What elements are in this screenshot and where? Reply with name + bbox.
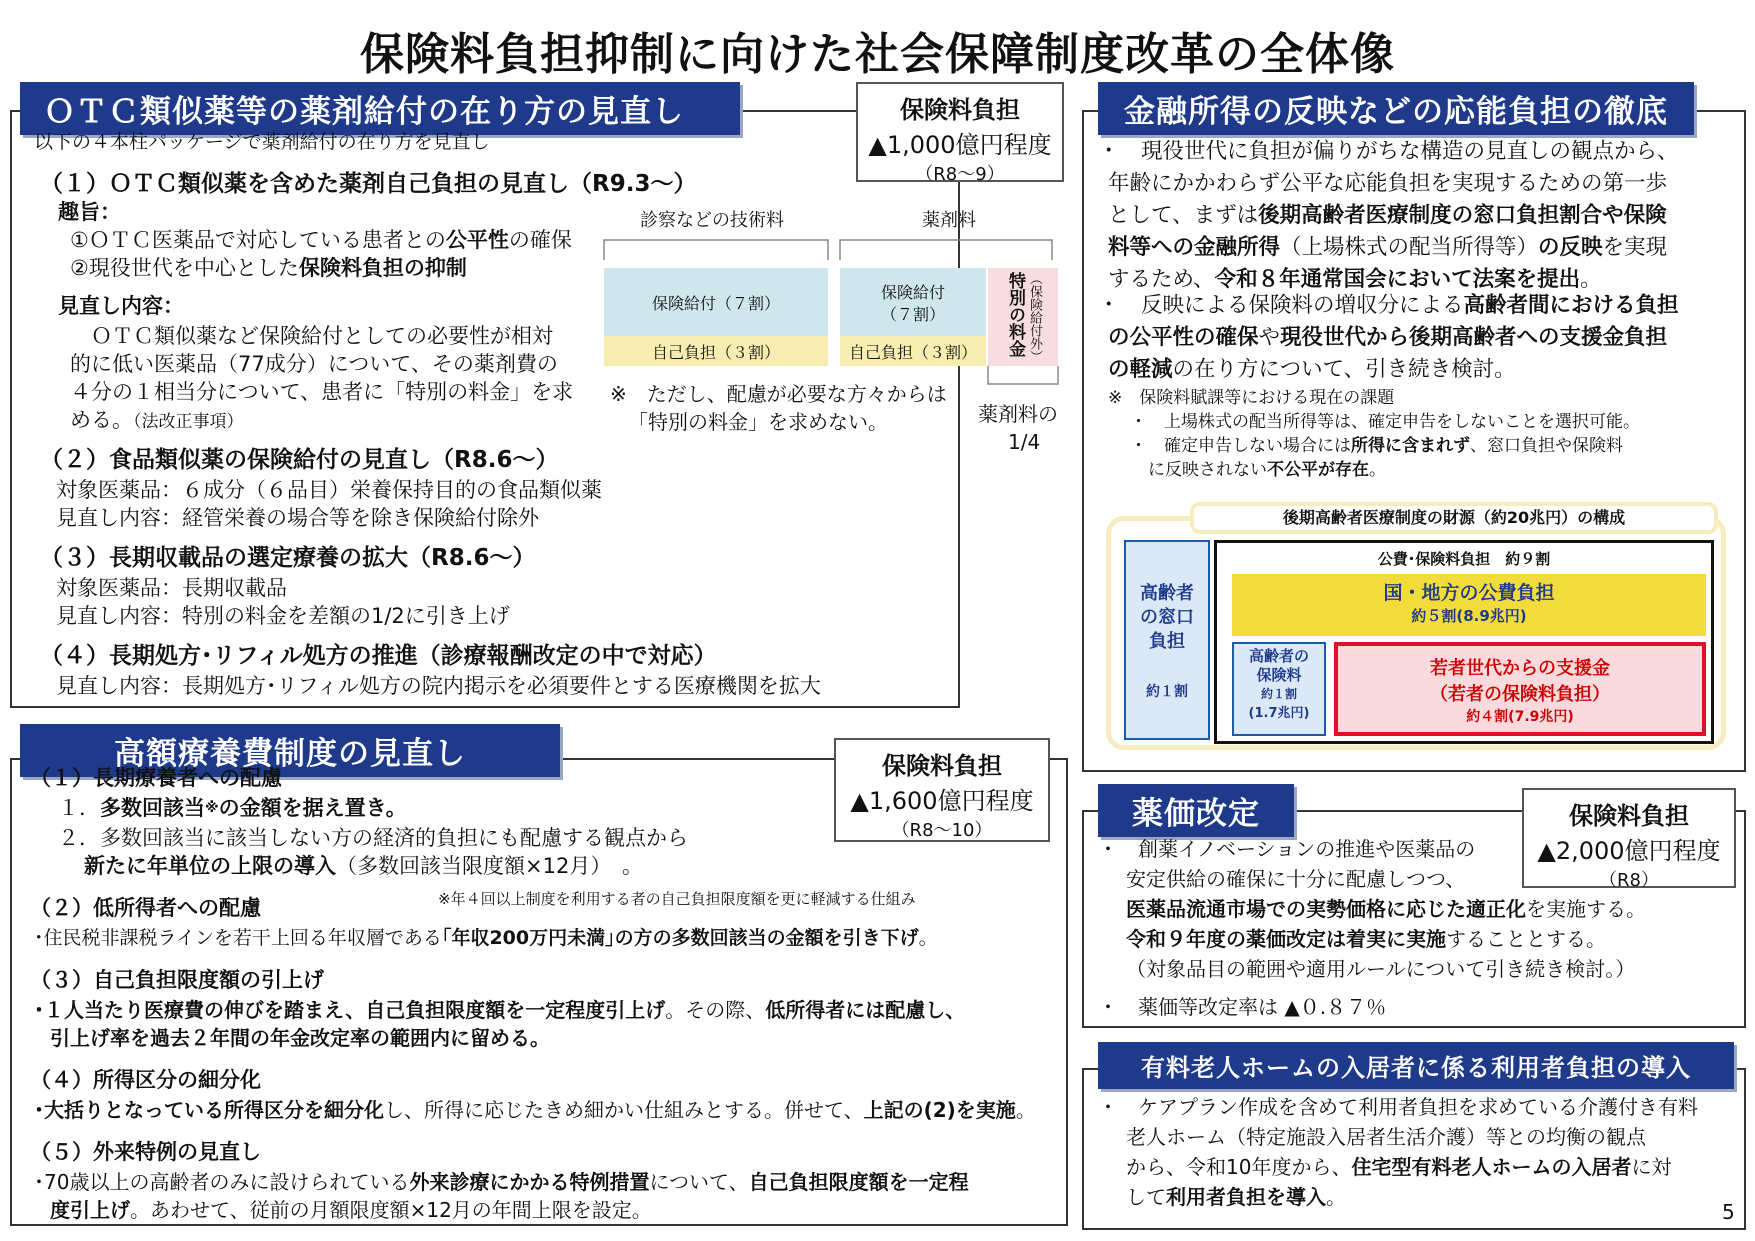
otc-p1-l1: ＯＴＣ類似薬など保険給付としての必要性が相対	[70, 324, 553, 348]
kogaku-box-label: 保険料負担	[882, 752, 1002, 780]
kogaku-s3-l2: 引上げ率を過去２年間の年金改定率の範囲内に留める。	[50, 1026, 550, 1050]
diagram-drug-self: 自己負担（３割）	[840, 336, 986, 366]
diagram-quarter2: 1/4	[1008, 430, 1041, 454]
kogaku-header: 高額療養費制度の見直し	[20, 724, 560, 777]
yakka-box-label: 保険料負担	[1569, 802, 1689, 830]
otc-header: ＯＴＣ類似薬等の薬剤給付の在り方の見直し	[20, 82, 740, 135]
diagram-tech-self: 自己負担（３割）	[604, 336, 828, 366]
otc-p1-content: 見直し内容：	[58, 294, 184, 318]
diagram-note1: ※ ただし、配慮が必要な方々からは	[610, 382, 947, 406]
kogaku-s1: （１）長期療養者への配慮	[30, 766, 282, 790]
page-number: 5	[1722, 1200, 1735, 1224]
otc-box-period: （R8～9）	[915, 164, 1005, 185]
kogaku-s4: （４）所得区分の細分化	[30, 1068, 261, 1092]
kogaku-s5-l1: ･70歳以上の高齢者のみに設けられている外来診療にかかる特例措置について、自己負担限度額を一定程	[34, 1170, 969, 1194]
kogaku-box-amount: ▲1,600億円程度	[850, 787, 1034, 815]
yuryo-body: ・ ケアプラン作成を含めて利用者負担を求めている介護付き有料 老人ホーム（特定施設入居者生活介護）等との均衡の観点 から、令和10年度から、住宅型有料老人ホームの入居者に対 して利用者負担を導入。	[1098, 1095, 1698, 1209]
kogaku-s3: （３）自己負担限度額の引上げ	[30, 968, 324, 992]
kogaku-s2-l1: ･住民税非課税ラインを若干上回る年収層である｢年収200万円未満｣の方の多数回該当の金額を引き下げ。	[34, 927, 938, 949]
fin-gov: 国・地方の公費負担 約５割(8.9兆円)	[1232, 574, 1706, 636]
diagram-quarter1: 薬剤料の	[978, 402, 1058, 426]
otc-p1-aim: 趣旨：	[58, 200, 121, 224]
otc-p3-l2: 見直し内容：特別の料金を差額の1/2に引き上げ	[56, 604, 510, 628]
kogaku-box-period: （R8～10）	[891, 820, 993, 841]
kogaku-s5-l2: 度引上げ。あわせて、従前の月額限度額×12月の年間上限を設定。	[50, 1198, 652, 1222]
diagram-tech-insured: 保険給付（７割）	[604, 268, 828, 336]
yakka-box-period: （R8）	[1599, 870, 1659, 891]
fin-public-title: 公費･保険料負担 約９割	[1377, 550, 1551, 568]
page-title: 保険料負担抑制に向けた社会保障制度改革の全体像	[360, 29, 1395, 80]
kinyu-header: 金融所得の反映などの応能負担の徹底	[1098, 82, 1694, 135]
kogaku-s1-2: ２．多数回該当に該当しない方の経済的負担にも配慮する観点から	[58, 826, 688, 850]
yakka-header: 薬価改定	[1098, 784, 1294, 837]
kinyu-notes: ※ 保険料賦課等における現在の課題 ・ 上場株式の配当所得等は、確定申告をしないことを選択可能。 ・ 確定申告しない場合には所得に含まれず、窓口負担や保険料 に反映されない不公平が存在。	[1108, 388, 1640, 480]
otc-p3-l1: 対象医薬品：長期収載品	[56, 576, 287, 600]
otc-box-amount: ▲1,000億円程度	[868, 131, 1052, 159]
diagram-tech-label: 診察などの技術料	[640, 210, 784, 231]
kinyu-b2: ・ 反映による保険料の増収分による高齢者間における負担 の公平性の確保や現役世代から後期高齢者への支援金負担 の軽減の在り方について、引き続き検討。	[1098, 293, 1679, 382]
kogaku-s2: （２）低所得者への配慮	[30, 896, 261, 920]
fin-premium: 高齢者の 保険料 約１割 (1.7兆円)	[1232, 642, 1326, 736]
diagram-special-fee: 特別の料金 （保険給付外）	[988, 268, 1058, 366]
kogaku-s3-l1: ･１人当たり医療費の伸びを踏まえ、自己負担限度額を一定程度引上げ。その際、低所得者には配慮し、	[34, 998, 966, 1022]
yakka-box-amount: ▲2,000億円程度	[1537, 837, 1721, 865]
kogaku-s1-1: １．多数回該当※の金額を据え置き。	[58, 796, 407, 820]
otc-p1-l4: める。（法改正事項）	[70, 408, 244, 432]
diagram-note2: 「特別の料金」を求めない。	[628, 410, 888, 434]
otc-p3-title: （３）長期収載品の選定療養の拡大（R8.6～）	[40, 545, 536, 571]
kinyu-b1: ・ 現役世代に負担が偏りがちな構造の見直しの観点から、 年齢にかかわらず公平な応能負担を実現するための第一歩 として、まずは後期高齢者医療制度の窓口負担割合や保険 料等への金融所得（上場株式の配当所得等）の反映を実現 するため、令和８年通常国会において法案を提出。	[1098, 139, 1679, 292]
diagram-brackets	[600, 232, 1060, 262]
kogaku-s5: （５）外来特例の見直し	[30, 1140, 261, 1164]
otc-p2-l2: 見直し内容：経管栄養の場合等を除き保険給付除外	[56, 506, 539, 530]
otc-p1-aim1: ①ＯＴＣ医薬品で対応している患者との公平性の確保	[70, 228, 572, 252]
kogaku-s1-2b: 新たに年単位の上限の導入（多数回該当限度額×12月） 。	[84, 854, 643, 878]
otc-p4-title: （４）長期処方･リフィル処方の推進（診療報酬改定の中で対応）	[40, 643, 717, 669]
otc-p2-l1: 対象医薬品：６成分（６品目）栄養保持目的の食品類似薬	[56, 478, 602, 502]
yakka-body: ・ 創薬イノベーションの推進や医薬品の 安定供給の確保に十分に配慮しつつ、 医薬品流通市場での実勢価格に応じた適正化を実施する。 令和９年度の薬価改定は着実に実施することとする。 （対象品目の範囲や適用ルールについて引き続き検討。） ・ 薬価等改定率は ▲０.８７％	[1098, 837, 1646, 1019]
fin-title: 後期高齢者医療制度の財源（約20兆円）の構成	[1190, 502, 1718, 534]
otc-premium-box	[856, 82, 1064, 185]
kogaku-s4-l1: ･大括りとなっている所得区分を細分化し、所得に応じたきめ細かい仕組みとする。併せて、上記の(2)を実施。	[34, 1098, 1036, 1122]
diagram-special-bracket	[982, 364, 1064, 392]
otc-p1-l2: 的に低い医薬品（77成分）について、その薬剤費の	[70, 352, 558, 376]
fin-young: 若者世代からの支援金 （若者の保険料負担） 約４割(7.9兆円)	[1334, 642, 1706, 736]
yuryo-header: 有料老人ホームの入居者に係る利用者負担の導入	[1098, 1042, 1734, 1089]
fin-window-burden: 高齢者 の窓口 負担 約１割	[1124, 540, 1210, 740]
otc-intro: 以下の４本柱パッケージで薬剤給付の在り方を見直し	[34, 131, 490, 153]
otc-p1-title: （１）ＯＴＣ類似薬を含めた薬剤自己負担の見直し（R9.3～）	[40, 171, 697, 197]
kogaku-s2-note: ※年４回以上制度を利用する者の自己負担限度額を更に軽減する仕組み	[438, 890, 916, 908]
otc-p2-title: （２）食品類似薬の保険給付の見直し（R8.6～）	[40, 447, 559, 473]
otc-p4-l1: 見直し内容：長期処方･リフィル処方の院内掲示を必須要件とする医療機関を拡大	[56, 674, 821, 698]
otc-p1-l3: ４分の１相当分について、患者に「特別の料金」を求	[70, 380, 574, 404]
otc-p1-aim2: ②現役世代を中心とした保険料負担の抑制	[70, 256, 467, 280]
kogaku-premium-box	[834, 738, 1050, 842]
diagram-drug-label: 薬剤料	[922, 210, 976, 231]
diagram-drug-insured: 保険給付 （７割）	[840, 268, 986, 336]
otc-box-label: 保険料負担	[900, 96, 1020, 124]
